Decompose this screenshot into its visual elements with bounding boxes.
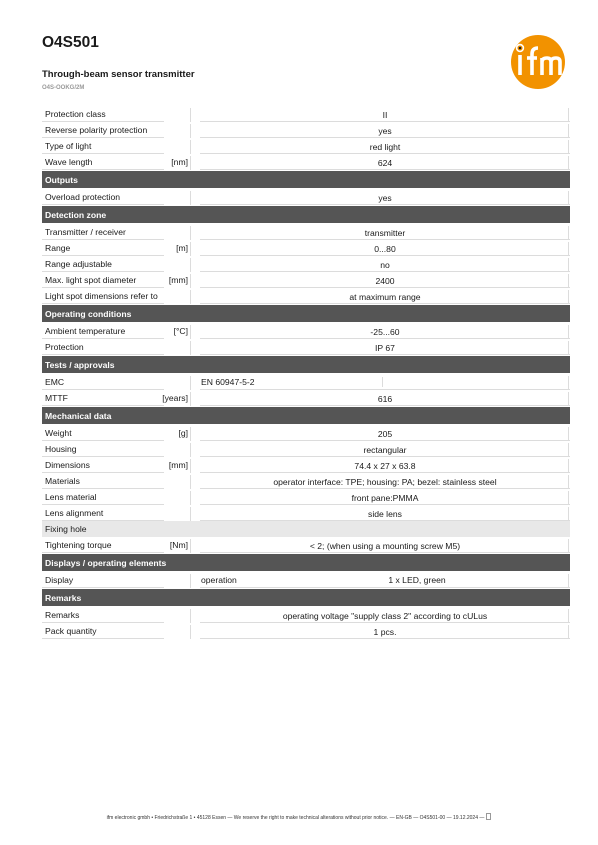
- label-divider: [190, 491, 192, 505]
- spec-label: Pack quantity: [45, 626, 97, 636]
- label-divider: [190, 140, 192, 154]
- spec-label: Max. light spot diameter: [45, 275, 137, 285]
- spec-label: MTTF: [45, 393, 68, 403]
- value-divider: [568, 427, 570, 441]
- spec-label: EMC: [45, 377, 65, 387]
- spec-label: Lens alignment: [45, 508, 104, 518]
- label-underline: [42, 587, 164, 588]
- value-underline: [200, 303, 570, 304]
- spec-label: Overload protection: [45, 192, 120, 202]
- spec-value: 1 pcs.: [373, 627, 397, 637]
- value-divider: [568, 392, 570, 406]
- spec-row: [42, 457, 570, 473]
- value-divider: [568, 625, 570, 639]
- spec-label: Materials: [45, 476, 80, 486]
- value-divider: [568, 242, 570, 256]
- spec-value: rectangular: [363, 445, 407, 455]
- value-divider: [568, 258, 570, 272]
- spec-row: [42, 623, 570, 639]
- spec-label: Transmitter / receiver: [45, 227, 126, 237]
- spec-value: 0...80: [374, 244, 396, 254]
- spec-value: -25...60: [370, 327, 400, 337]
- section-title: Outputs: [45, 174, 78, 185]
- value-underline: [200, 638, 570, 639]
- value-divider: [568, 574, 570, 588]
- spec-value: front pane:PMMA: [351, 493, 419, 503]
- spec-label: Remarks: [45, 610, 80, 620]
- spec-row: [42, 425, 570, 441]
- ifm-logo: [508, 34, 568, 89]
- spec-label: Tightening torque: [45, 540, 112, 550]
- spec-value: 2400: [375, 276, 395, 286]
- value-divider: [568, 325, 570, 339]
- spec-value: II: [382, 110, 388, 120]
- spec-row: [42, 256, 570, 272]
- spec-label: Reverse polarity protection: [45, 125, 148, 135]
- section-title: Mechanical data: [45, 410, 112, 421]
- spec-unit: [mm]: [168, 460, 188, 470]
- value-divider: [568, 226, 570, 240]
- spec-row: [42, 572, 570, 588]
- product-code: O4S-OOKG/2M: [42, 85, 85, 91]
- section-header: [42, 171, 570, 188]
- spec-unit: [g]: [178, 428, 188, 438]
- value-underline: [200, 587, 570, 588]
- label-underline: [42, 405, 164, 406]
- label-underline: [42, 638, 164, 639]
- label-divider: [190, 539, 192, 553]
- spec-row: [42, 240, 570, 256]
- spec-value: at maximum range: [349, 292, 421, 302]
- spec-row: [42, 122, 570, 138]
- subsection-title: Fixing hole: [45, 524, 87, 534]
- value-divider: [568, 191, 570, 205]
- spec-unit: [m]: [176, 243, 188, 253]
- spec-label: Protection: [45, 342, 84, 352]
- spec-unit: [nm]: [171, 157, 188, 167]
- section-header: [42, 356, 570, 373]
- value-divider: [568, 140, 570, 154]
- spec-value: transmitter: [364, 228, 406, 238]
- specification-table: [42, 106, 570, 639]
- label-divider: [190, 274, 192, 288]
- spec-label: Housing: [45, 444, 77, 454]
- value-underline: [200, 552, 570, 553]
- label-divider: [190, 325, 192, 339]
- label-divider: [190, 108, 192, 122]
- spec-row: [42, 138, 570, 154]
- spec-value-secondary: 1 x LED, green: [388, 575, 446, 585]
- section-title: Remarks: [45, 592, 82, 603]
- spec-value: operating voltage "supply class 2" according to cULus: [282, 611, 488, 621]
- spec-value: no: [380, 260, 390, 270]
- value-divider: [568, 475, 570, 489]
- spec-value: 205: [377, 429, 393, 439]
- value-divider: [568, 443, 570, 457]
- spec-row: [42, 106, 570, 122]
- value-divider: [568, 459, 570, 473]
- label-divider: [190, 475, 192, 489]
- label-divider: [190, 242, 192, 256]
- label-underline: [42, 204, 164, 205]
- label-divider: [190, 625, 192, 639]
- label-divider: [190, 341, 192, 355]
- product-title: O4S501: [42, 34, 99, 51]
- section-title: Operating conditions: [45, 308, 132, 319]
- spec-label: Display: [45, 575, 74, 585]
- label-divider: [190, 376, 192, 390]
- footer-text: ifm electronic gmbh • Friedrichstraße 1 • 45128 Essen — We reserve the right to make technical alterations without prior notice. — EN-GB — O4S501-00 — 19.12.2024 —: [106, 815, 485, 821]
- spec-row: [42, 489, 570, 505]
- spec-row: [42, 323, 570, 339]
- spec-value: EN 60947-5-2: [201, 377, 255, 387]
- spec-label: Type of light: [45, 141, 92, 151]
- label-divider: [190, 258, 192, 272]
- label-divider: [190, 459, 192, 473]
- value-divider: [568, 341, 570, 355]
- label-divider: [190, 507, 192, 521]
- spec-row: [42, 607, 570, 623]
- spec-label: Protection class: [45, 109, 106, 119]
- section-header: [42, 407, 570, 424]
- page-icon: [486, 813, 491, 820]
- label-underline: [42, 303, 164, 304]
- spec-value: 74.4 x 27 x 63.8: [354, 461, 416, 471]
- spec-value: yes: [378, 193, 392, 203]
- label-underline: [42, 552, 164, 553]
- label-divider: [190, 392, 192, 406]
- spec-label: Wave length: [45, 157, 93, 167]
- label-divider: [190, 443, 192, 457]
- spec-row: [42, 473, 570, 489]
- spec-row: [42, 374, 570, 390]
- spec-value: 624: [377, 158, 393, 168]
- spec-label: Lens material: [45, 492, 97, 502]
- label-divider: [190, 290, 192, 304]
- label-divider: [190, 574, 192, 588]
- spec-value: 616: [377, 394, 393, 404]
- value-divider: [568, 376, 570, 390]
- spec-row: [42, 189, 570, 205]
- spec-row: [42, 154, 570, 170]
- spec-unit: [years]: [162, 393, 188, 403]
- section-header: [42, 206, 570, 223]
- label-divider: [190, 191, 192, 205]
- value-underline: [200, 204, 570, 205]
- value-divider: [568, 108, 570, 122]
- section-header: [42, 589, 570, 606]
- value-divider: [568, 274, 570, 288]
- spec-value: < 2; (when using a mounting screw M5): [309, 541, 461, 551]
- spec-label: Weight: [45, 428, 72, 438]
- spec-row: [42, 339, 570, 355]
- value-divider: [568, 124, 570, 138]
- value-divider: [568, 539, 570, 553]
- label-divider: [190, 124, 192, 138]
- spec-row: [42, 441, 570, 457]
- spec-label: Dimensions: [45, 460, 90, 470]
- value-divider: [568, 156, 570, 170]
- footer: [0, 813, 598, 821]
- spec-row: [42, 224, 570, 240]
- spec-label: Range adjustable: [45, 259, 112, 269]
- label-divider: [190, 156, 192, 170]
- section-title: Displays / operating elements: [45, 557, 167, 568]
- spec-label: Ambient temperature: [45, 326, 126, 336]
- spec-row: [42, 537, 570, 553]
- value-divider: [568, 290, 570, 304]
- section-header: [42, 305, 570, 322]
- label-underline: [42, 169, 164, 170]
- spec-unit: [°C]: [173, 326, 188, 336]
- value-divider: [568, 507, 570, 521]
- spec-value: yes: [378, 126, 392, 136]
- label-divider: [190, 226, 192, 240]
- spec-label: Light spot dimensions refer to: [45, 291, 158, 301]
- product-subtitle: Through-beam sensor transmitter: [42, 69, 195, 80]
- cell-divider: [382, 377, 384, 387]
- spec-unit: [Nm]: [169, 540, 188, 550]
- section-title: Tests / approvals: [45, 359, 115, 370]
- subsection-header: [42, 521, 570, 537]
- value-divider: [568, 609, 570, 623]
- spec-row: [42, 288, 570, 304]
- label-divider: [190, 427, 192, 441]
- spec-value: side lens: [368, 509, 402, 519]
- label-underline: [42, 354, 164, 355]
- spec-value: red light: [369, 142, 401, 152]
- spec-value: operation: [201, 575, 237, 585]
- spec-row: [42, 505, 570, 521]
- value-underline: [200, 354, 570, 355]
- value-underline: [200, 405, 570, 406]
- spec-value: operator interface: TPE; housing: PA; bezel: stainless steel: [273, 477, 497, 487]
- section-header: [42, 554, 570, 571]
- label-divider: [190, 609, 192, 623]
- spec-row: [42, 272, 570, 288]
- value-divider: [568, 491, 570, 505]
- spec-row: [42, 390, 570, 406]
- spec-value: IP 67: [375, 343, 395, 353]
- value-underline: [200, 169, 570, 170]
- section-title: Detection zone: [45, 209, 107, 220]
- spec-label: Range: [45, 243, 71, 253]
- spec-unit: [mm]: [168, 275, 188, 285]
